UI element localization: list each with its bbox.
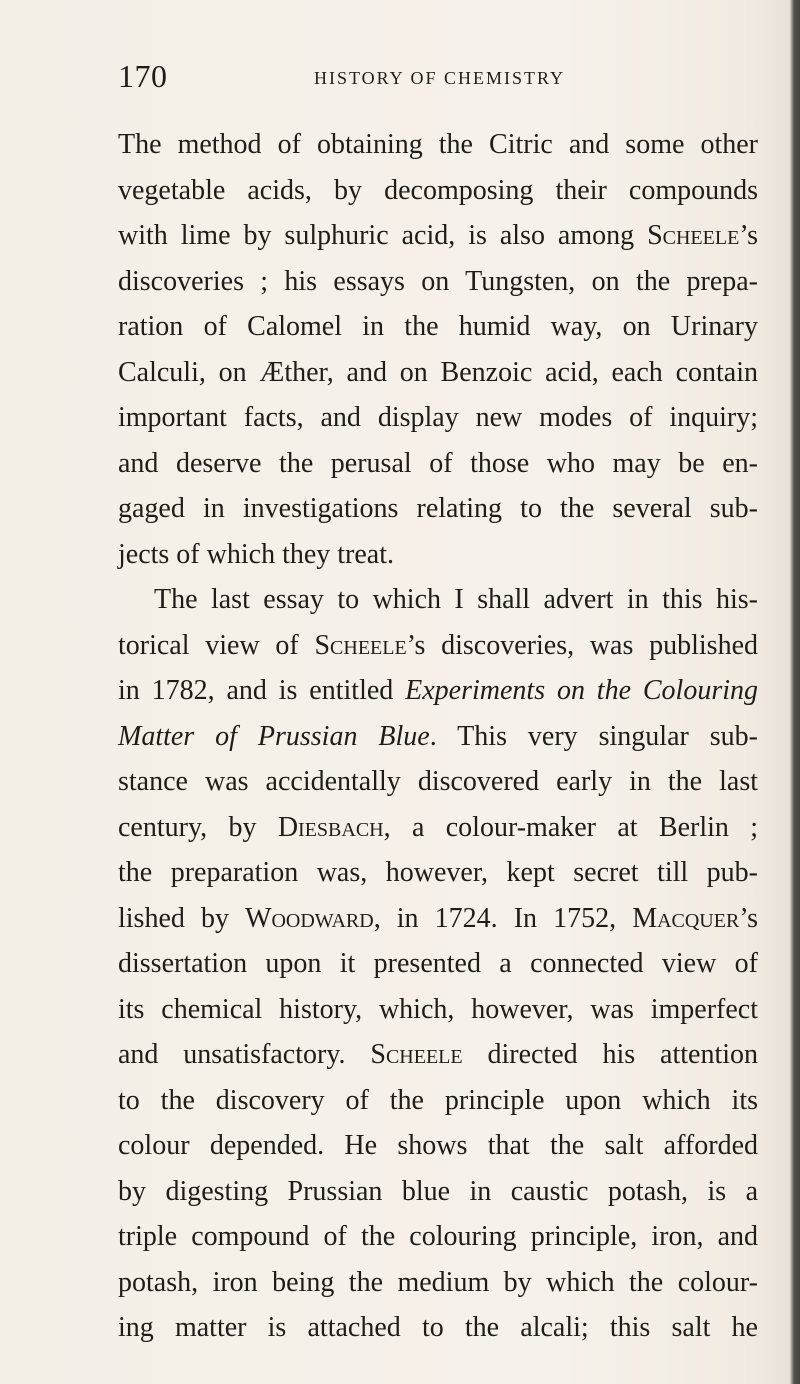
text-line: ration of Calomel in the humid way, on Urinary <box>118 311 758 342</box>
text-line: colour depended. He shows that the salt afforded <box>118 1130 758 1161</box>
text-line: with lime by sulphuric acid, is also among Scheele’s <box>118 220 758 251</box>
text-line: Matter of Prussian Blue. This very singular sub- <box>118 720 758 752</box>
text-line: its chemical history, which, however, was imperfect <box>118 993 758 1025</box>
page-edge-shadow <box>790 0 800 1384</box>
text-line: vegetable acids, by decomposing their compounds <box>118 174 758 206</box>
text-line: in 1782, and is entitled Experiments on the Colouring <box>118 675 759 706</box>
page-number: 170 <box>118 58 168 94</box>
text-line: and deserve the perusal of those who may be en- <box>118 447 758 479</box>
name-scheele: Scheele <box>647 220 740 251</box>
text-line: lished by Woodward, in 1724. In 1752, Macquer’s <box>118 902 758 934</box>
page-header <box>118 58 758 98</box>
text-line: torical view of Scheele’s discoveries, was published <box>118 629 758 661</box>
text-line: by digesting Prussian blue in caustic potash, is a <box>118 1175 758 1207</box>
body-text <box>118 122 758 1351</box>
text-line: important facts, and display new modes of inquiry; <box>118 402 758 433</box>
text-line: the preparation was, however, kept secret till pub- <box>118 857 758 888</box>
name-woodward: Woodward <box>245 902 374 934</box>
text-line: stance was accidentally discovered early in the last <box>118 766 758 797</box>
text-line: ing matter is attached to the alcali; this salt he <box>118 1312 758 1343</box>
name-scheele: Scheele <box>370 1039 463 1070</box>
text-line: gaged in investigations relating to the several sub- <box>118 493 758 524</box>
book-title-italic: Experiments on the Colouring <box>405 675 759 706</box>
text-line: Calculi, on Æther, and on Benzoic acid, each contain <box>118 356 758 388</box>
text-line: century, by Diesbach, a colour-maker at Berlin ; <box>118 811 758 843</box>
text-line: The method of obtaining the Citric and some other <box>118 129 758 160</box>
text-line: dissertation upon it presented a connected view of <box>118 948 758 979</box>
text-line: to the discovery of the principle upon which its <box>118 1084 758 1116</box>
text-line: jects of which they treat. <box>118 538 395 570</box>
name-scheele: Scheele <box>314 629 407 661</box>
name-macquer: Macquer <box>632 902 740 934</box>
book-title-italic: Matter of Prussian Blue <box>118 720 430 752</box>
name-diesbach: Diesbach <box>277 811 384 843</box>
text-line: The last essay to which I shall advert in this his- <box>154 584 758 615</box>
running-head: HISTORY OF CHEMISTRY <box>314 68 566 88</box>
text-line: discoveries ; his essays on Tungsten, on the prepa- <box>118 265 758 297</box>
text-line: and unsatisfactory. Scheele directed his attention <box>118 1039 758 1070</box>
text-line: triple compound of the colouring principle, iron, and <box>118 1221 758 1252</box>
text-line: potash, iron being the medium by which the colour- <box>118 1266 758 1298</box>
